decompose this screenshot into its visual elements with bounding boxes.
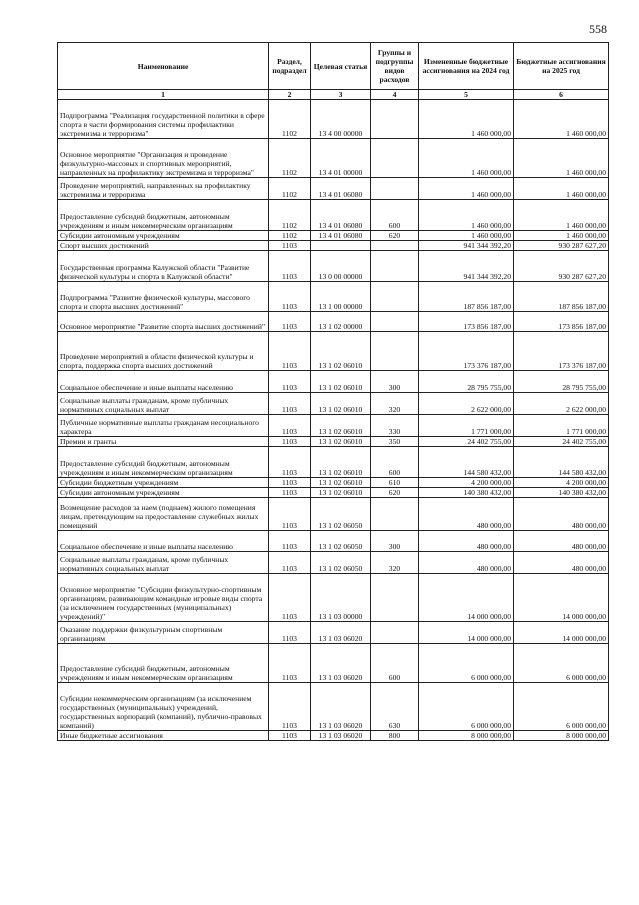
- row-name: Социальное обеспечение и иные выплаты населению: [58, 371, 269, 393]
- row-budget-2025: 187 856 187,00: [514, 282, 609, 312]
- row-amended-2024: 8 000 000,00: [419, 731, 514, 741]
- row-section: 1103: [269, 332, 311, 371]
- row-target: 13 4 00 00000: [311, 100, 371, 139]
- row-section: 1102: [269, 178, 311, 200]
- header-target: Целевая статья: [311, 43, 371, 90]
- row-amended-2024: 14 000 000,00: [419, 574, 514, 622]
- row-budget-2025: 144 580 432,00: [514, 447, 609, 478]
- row-target: 13 0 00 00000: [311, 251, 371, 282]
- column-number: 3: [311, 90, 371, 100]
- table-row: [58, 241, 609, 251]
- row-amended-2024: 1 460 000,00: [419, 231, 514, 241]
- table-row: [58, 100, 609, 139]
- row-budget-2025: 173 856 187,00: [514, 312, 609, 332]
- page-number: 558: [589, 22, 607, 36]
- row-budget-2025: 1 460 000,00: [514, 231, 609, 241]
- row-amended-2024: 6 000 000,00: [419, 683, 514, 731]
- row-amended-2024: 480 000,00: [419, 552, 514, 574]
- table-row: [58, 437, 609, 447]
- row-amended-2024: 941 344 392,20: [419, 241, 514, 251]
- row-group: [371, 332, 419, 371]
- row-group: 350: [371, 437, 419, 447]
- column-number: 4: [371, 90, 419, 100]
- row-amended-2024: 941 344 392,20: [419, 251, 514, 282]
- row-amended-2024: 6 000 000,00: [419, 644, 514, 683]
- row-section: 1103: [269, 241, 311, 251]
- row-group: 610: [371, 478, 419, 488]
- row-name: Субсидии некоммерческим организациям (за исключением государственных (муниципальных) учреждений, государственных корпораций (компаний), публично-правовых компаний): [58, 683, 269, 731]
- row-name: Предоставление субсидий бюджетным, автономным учреждениям и иным некоммерческим организациям: [58, 200, 269, 231]
- row-section: 1103: [269, 251, 311, 282]
- row-budget-2025: 1 460 000,00: [514, 139, 609, 178]
- row-budget-2025: 14 000 000,00: [514, 574, 609, 622]
- row-budget-2025: 930 287 627,20: [514, 241, 609, 251]
- row-group: 300: [371, 531, 419, 552]
- row-name: Иные бюджетные ассигнования: [58, 731, 269, 741]
- row-amended-2024: 28 795 755,00: [419, 371, 514, 393]
- row-amended-2024: 144 580 432,00: [419, 447, 514, 478]
- row-group: [371, 100, 419, 139]
- row-name: Премии и гранты: [58, 437, 269, 447]
- row-group: 300: [371, 371, 419, 393]
- row-name: Социальные выплаты гражданам, кроме публичных нормативных социальных выплат: [58, 393, 269, 415]
- row-target: 13 1 02 06050: [311, 498, 371, 531]
- table-row: [58, 393, 609, 415]
- row-name: Проведение мероприятий в области физической культуры и спорта, поддержка спорта высших достижений: [58, 332, 269, 371]
- row-group: 620: [371, 488, 419, 498]
- row-section: 1102: [269, 231, 311, 241]
- row-group: 600: [371, 447, 419, 478]
- row-section: 1103: [269, 393, 311, 415]
- row-target: 13 1 03 06020: [311, 683, 371, 731]
- row-budget-2025: 24 402 755,00: [514, 437, 609, 447]
- row-section: 1103: [269, 683, 311, 731]
- row-budget-2025: 4 200 000,00: [514, 478, 609, 488]
- header-section: Раздел, подраздел: [269, 43, 311, 90]
- row-group: [371, 178, 419, 200]
- row-name: Социальные выплаты гражданам, кроме публичных нормативных социальных выплат: [58, 552, 269, 574]
- row-section: 1103: [269, 644, 311, 683]
- table-row: [58, 622, 609, 644]
- row-amended-2024: 2 622 000,00: [419, 393, 514, 415]
- row-budget-2025: 8 000 000,00: [514, 731, 609, 741]
- table-row: [58, 478, 609, 488]
- row-section: 1103: [269, 437, 311, 447]
- row-group: [371, 312, 419, 332]
- header-group: Группы и подгруппы видов расходов: [371, 43, 419, 90]
- row-group: [371, 574, 419, 622]
- row-section: 1103: [269, 498, 311, 531]
- row-section: 1103: [269, 531, 311, 552]
- row-name: Оказание поддержки физкультурным спортивным организациям: [58, 622, 269, 644]
- table-row: [58, 200, 609, 231]
- row-name: Спорт высших достижений: [58, 241, 269, 251]
- header-row: [58, 43, 609, 90]
- table-row: [58, 447, 609, 478]
- column-number: 2: [269, 90, 311, 100]
- row-budget-2025: 173 376 187,00: [514, 332, 609, 371]
- row-target: 13 1 00 00000: [311, 282, 371, 312]
- column-number: 1: [58, 90, 269, 100]
- row-name: Субсидии автономным учреждениям: [58, 488, 269, 498]
- row-budget-2025: 14 000 000,00: [514, 622, 609, 644]
- row-amended-2024: 1 460 000,00: [419, 100, 514, 139]
- table-row: [58, 683, 609, 731]
- row-amended-2024: 1 771 000,00: [419, 415, 514, 437]
- row-budget-2025: 1 460 000,00: [514, 200, 609, 231]
- row-section: 1103: [269, 447, 311, 478]
- table-row: [58, 488, 609, 498]
- row-budget-2025: 6 000 000,00: [514, 683, 609, 731]
- table-row: [58, 312, 609, 332]
- row-budget-2025: 1 460 000,00: [514, 100, 609, 139]
- row-target: 13 1 03 06020: [311, 731, 371, 741]
- row-amended-2024: 1 460 000,00: [419, 200, 514, 231]
- row-section: 1102: [269, 200, 311, 231]
- row-budget-2025: 2 622 000,00: [514, 393, 609, 415]
- table-row: [58, 531, 609, 552]
- row-budget-2025: 1 460 000,00: [514, 178, 609, 200]
- row-name: Подпрограмма "Реализация государственной политики в сфере спорта в части формирования системы профилактики экстремизма и терроризма": [58, 100, 269, 139]
- row-group: 330: [371, 415, 419, 437]
- row-section: 1103: [269, 488, 311, 498]
- row-name: Социальное обеспечение и иные выплаты населению: [58, 531, 269, 552]
- row-target: 13 4 01 06080: [311, 231, 371, 241]
- column-number: 5: [419, 90, 514, 100]
- row-target: 13 1 03 06020: [311, 644, 371, 683]
- row-name: Основное мероприятие "Субсидии физкультурно-спортивным организациям, развивающим командные игровые виды спорта (за исключением государственных (муниципальных) учреждений)": [58, 574, 269, 622]
- row-target: 13 1 02 00000: [311, 312, 371, 332]
- table-row: [58, 731, 609, 741]
- row-name: Основное мероприятие "Организация и проведение физкультурно-массовых и спортивных мероприятий, направленных на профилактику экстремизма и терроризма": [58, 139, 269, 178]
- budget-table: [57, 42, 609, 741]
- row-amended-2024: 4 200 000,00: [419, 478, 514, 488]
- row-section: 1103: [269, 574, 311, 622]
- row-name: Предоставление субсидий бюджетным, автономным учреждениям и иным некоммерческим организациям: [58, 644, 269, 683]
- row-section: 1103: [269, 622, 311, 644]
- row-target: 13 1 02 06010: [311, 488, 371, 498]
- row-name: Возмещение расходов за наем (поднаем) жилого помещения лицам, претендующим на предоставление служебных жилых помещений: [58, 498, 269, 531]
- table-row: [58, 371, 609, 393]
- row-name: Основное мероприятие "Развитие спорта высших достижений": [58, 312, 269, 332]
- header-budget-2025: Бюджетные ассигнования на 2025 год: [514, 43, 609, 90]
- row-amended-2024: 480 000,00: [419, 531, 514, 552]
- row-amended-2024: 24 402 755,00: [419, 437, 514, 447]
- table-row: [58, 498, 609, 531]
- row-section: 1102: [269, 100, 311, 139]
- row-budget-2025: 140 380 432,00: [514, 488, 609, 498]
- table-row: [58, 282, 609, 312]
- row-target: 13 4 01 06080: [311, 200, 371, 231]
- row-amended-2024: 140 380 432,00: [419, 488, 514, 498]
- row-target: 13 4 01 06080: [311, 178, 371, 200]
- row-amended-2024: 14 000 000,00: [419, 622, 514, 644]
- row-target: 13 1 02 06050: [311, 552, 371, 574]
- table-row: [58, 332, 609, 371]
- row-section: 1103: [269, 415, 311, 437]
- row-budget-2025: 930 287 627,20: [514, 251, 609, 282]
- row-amended-2024: 1 460 000,00: [419, 139, 514, 178]
- row-group: 630: [371, 683, 419, 731]
- row-target: 13 1 03 06020: [311, 622, 371, 644]
- row-target: 13 4 01 00000: [311, 139, 371, 178]
- row-group: [371, 241, 419, 251]
- row-group: [371, 622, 419, 644]
- row-amended-2024: 173 856 187,00: [419, 312, 514, 332]
- row-budget-2025: 480 000,00: [514, 552, 609, 574]
- row-target: 13 1 02 06010: [311, 415, 371, 437]
- row-section: 1103: [269, 552, 311, 574]
- table-row: [58, 574, 609, 622]
- row-target: [311, 241, 371, 251]
- row-section: 1103: [269, 282, 311, 312]
- row-budget-2025: 28 795 755,00: [514, 371, 609, 393]
- row-name: Проведение мероприятий, направленных на профилактику экстремизма и терроризма: [58, 178, 269, 200]
- row-name: Подпрограмма "Развитие физической культуры, массового спорта и спорта высших достижений": [58, 282, 269, 312]
- row-group: 600: [371, 200, 419, 231]
- row-group: 320: [371, 552, 419, 574]
- row-target: 13 1 03 00000: [311, 574, 371, 622]
- row-target: 13 1 02 06010: [311, 371, 371, 393]
- row-budget-2025: 480 000,00: [514, 498, 609, 531]
- table-row: [58, 178, 609, 200]
- row-target: 13 1 02 06010: [311, 447, 371, 478]
- row-name: Публичные нормативные выплаты гражданам несоциального характера: [58, 415, 269, 437]
- row-target: 13 1 02 06010: [311, 332, 371, 371]
- row-amended-2024: 173 376 187,00: [419, 332, 514, 371]
- row-group: [371, 282, 419, 312]
- column-number: 6: [514, 90, 609, 100]
- row-amended-2024: 480 000,00: [419, 498, 514, 531]
- row-section: 1103: [269, 371, 311, 393]
- row-name: Государственная программа Калужской области "Развитие физической культуры и спорта в Калужской области": [58, 251, 269, 282]
- table-row: [58, 644, 609, 683]
- table-row: [58, 415, 609, 437]
- table-row: [58, 139, 609, 178]
- row-section: 1103: [269, 731, 311, 741]
- row-target: 13 1 02 06010: [311, 393, 371, 415]
- row-section: 1103: [269, 478, 311, 488]
- row-amended-2024: 187 856 187,00: [419, 282, 514, 312]
- table-row: [58, 552, 609, 574]
- row-budget-2025: 1 771 000,00: [514, 415, 609, 437]
- header-amended-2024: Измененные бюджетные ассигнования на 2024 год: [419, 43, 514, 90]
- row-target: 13 1 02 06010: [311, 437, 371, 447]
- row-group: [371, 251, 419, 282]
- row-group: 800: [371, 731, 419, 741]
- row-group: 600: [371, 644, 419, 683]
- row-group: [371, 498, 419, 531]
- row-budget-2025: 6 000 000,00: [514, 644, 609, 683]
- row-section: 1103: [269, 312, 311, 332]
- row-group: 620: [371, 231, 419, 241]
- row-group: [371, 139, 419, 178]
- row-section: 1102: [269, 139, 311, 178]
- column-number-row: [58, 90, 609, 100]
- table-row: [58, 231, 609, 241]
- row-name: Субсидии автономным учреждениям: [58, 231, 269, 241]
- table-row: [58, 251, 609, 282]
- row-name: Субсидии бюджетным учреждениям: [58, 478, 269, 488]
- row-target: 13 1 02 06050: [311, 531, 371, 552]
- row-budget-2025: 480 000,00: [514, 531, 609, 552]
- row-target: 13 1 02 06010: [311, 478, 371, 488]
- header-name: Наименование: [58, 43, 269, 90]
- row-amended-2024: 1 460 000,00: [419, 178, 514, 200]
- row-name: Предоставление субсидий бюджетным, автономным учреждениям и иным некоммерческим организациям: [58, 447, 269, 478]
- row-group: 320: [371, 393, 419, 415]
